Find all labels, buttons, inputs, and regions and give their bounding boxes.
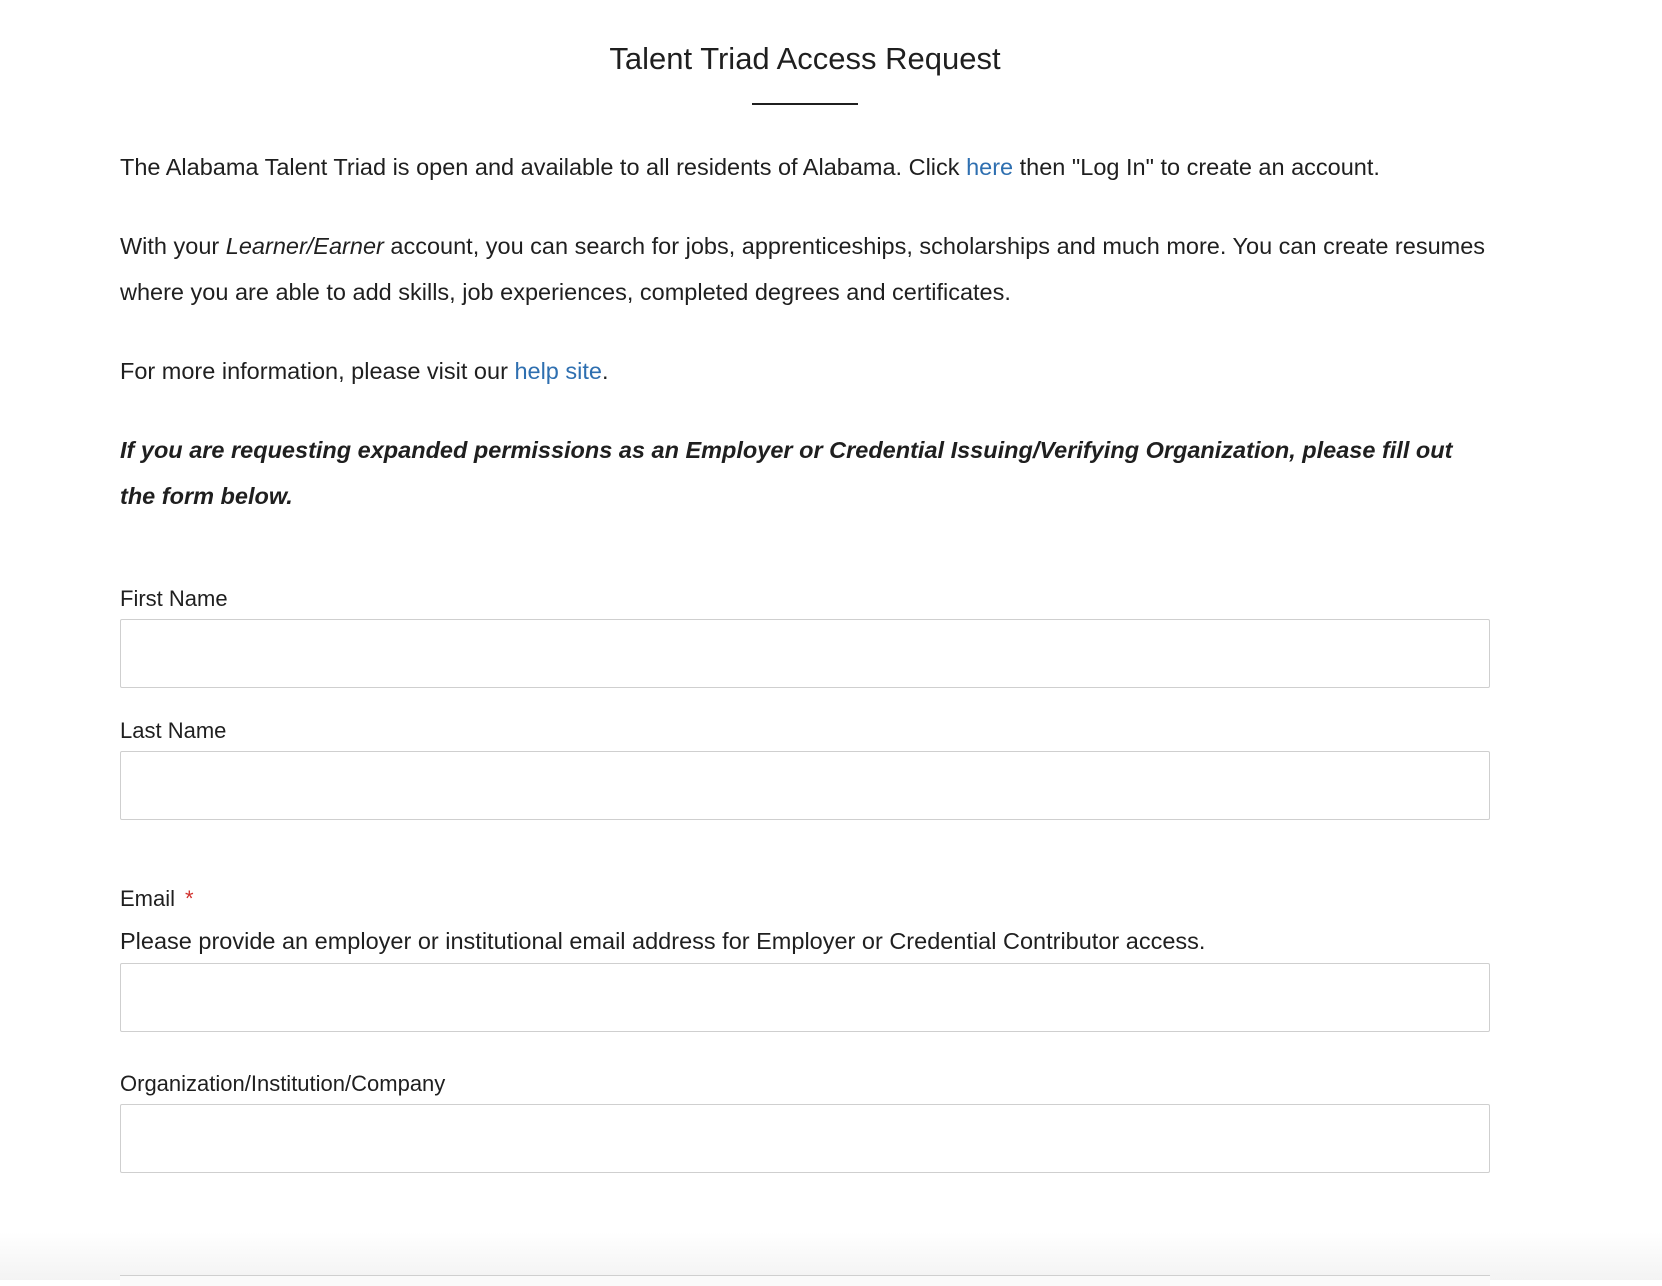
intro-text: The Alabama Talent Triad is open and available to all residents of Alabama. Click — [120, 154, 967, 180]
title-divider — [752, 103, 858, 105]
intro-paragraph-login — [120, 144, 1490, 190]
help-site-link[interactable]: help site — [514, 358, 602, 384]
email-label-group — [120, 885, 194, 913]
organization-label: Organization/Institution/Company — [120, 1071, 446, 1096]
learner-earner-emphasis: Learner/Earner — [225, 233, 384, 259]
email-help-text: Please provide an employer or institutional email address for Employer or Credential Contributor access. — [120, 928, 1206, 954]
intro-text: . — [601, 358, 609, 384]
last-name-input[interactable] — [120, 751, 1490, 820]
access-request-page — [120, 0, 1490, 519]
email-input[interactable] — [120, 963, 1490, 1032]
first-name-group — [120, 585, 228, 613]
next-field-edge — [120, 1275, 1490, 1286]
email-label: Email — [120, 886, 176, 911]
organization-input[interactable] — [120, 1104, 1490, 1173]
last-name-group — [120, 717, 226, 745]
bottom-fade — [0, 1232, 1662, 1280]
here-link[interactable]: here — [966, 154, 1014, 180]
intro-text: then "Log In" to create an account. — [1013, 154, 1380, 180]
intro-text: For more information, please visit our — [120, 358, 515, 384]
first-name-input[interactable] — [120, 619, 1490, 688]
intro-paragraph-help — [120, 348, 1490, 394]
intro-text: With your — [120, 233, 226, 259]
intro-paragraph-account — [120, 223, 1490, 315]
page-title: Talent Triad Access Request — [609, 41, 1001, 76]
last-name-label: Last Name — [120, 718, 227, 743]
expanded-permissions-notice: If you are requesting expanded permissions as an Employer or Credential Issuing/Verifying Organization, please fill out the form below. — [120, 437, 1453, 509]
first-name-label: First Name — [120, 586, 228, 611]
organization-group — [120, 1070, 445, 1098]
required-indicator: * — [185, 886, 194, 911]
intro-text: account, you can search for jobs, apprenticeships, scholarships and much more. You can create resumes where you are able to add skills, job experiences, completed degrees and certificates. — [120, 233, 1486, 305]
